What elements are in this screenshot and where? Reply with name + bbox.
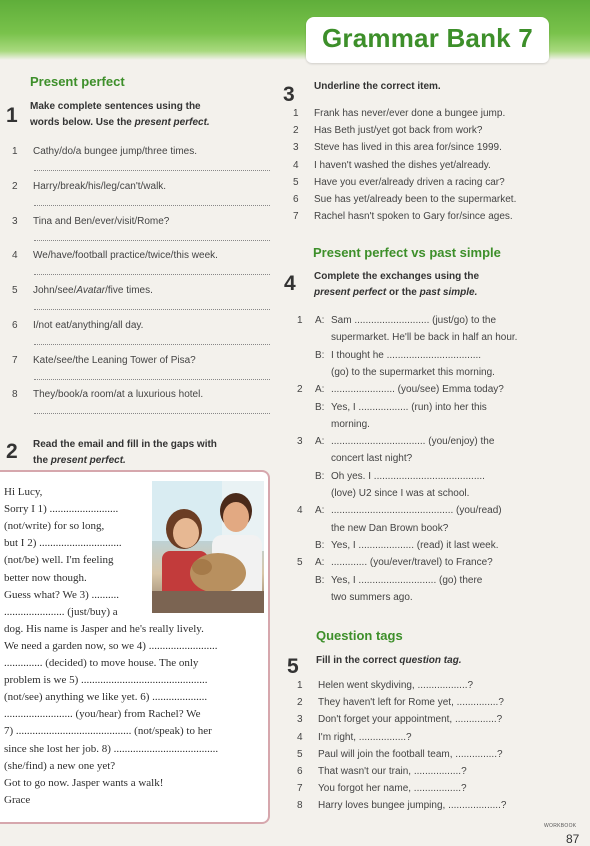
line-number: 3 xyxy=(297,436,303,448)
line-number: 1 xyxy=(297,315,303,326)
exercise-5-instruction: Fill in the correct question tag. xyxy=(316,655,462,666)
item-text: Harry loves bungee jumping, ...................? xyxy=(318,800,507,812)
exercise-number-5: 5 xyxy=(287,655,299,678)
title-box xyxy=(306,17,549,63)
item-number: 3 xyxy=(297,714,303,726)
item-number: 8 xyxy=(12,389,18,400)
item-text: Don't forget your appointment, ...............? xyxy=(318,714,503,726)
item-number: 1 xyxy=(293,108,299,119)
instruction-line: Complete the exchanges using the xyxy=(314,271,480,282)
workbook-label: WORKBOOK xyxy=(544,823,577,829)
email-line: ...................... (just/buy) a xyxy=(4,605,118,618)
email-line: (not/be) well. I'm feeling xyxy=(4,554,114,567)
list-item xyxy=(293,210,513,224)
list-item xyxy=(12,180,166,194)
item-number: 6 xyxy=(12,320,18,331)
speaker-label: B: xyxy=(315,349,325,361)
page-title: Grammar Bank 7 xyxy=(322,23,533,53)
item-number: 4 xyxy=(12,250,18,261)
item-number: 5 xyxy=(293,176,299,188)
item-number: 4 xyxy=(297,731,303,743)
line-text: two summers ago. xyxy=(331,591,413,603)
section-heading-perfect-vs-past: Present perfect vs past simple xyxy=(313,245,501,260)
item-text: Steve has lived in this area for/since 1999. xyxy=(314,142,502,154)
line-text: Yes, I .................... (read) it last week. xyxy=(331,539,499,551)
section-heading-question-tags: Question tags xyxy=(316,628,403,643)
line-text: ....................... (you/see) Emma today? xyxy=(331,384,504,396)
list-item xyxy=(293,107,505,121)
item-number: 7 xyxy=(12,355,18,366)
speaker-label: A: xyxy=(315,505,325,517)
item-number: 6 xyxy=(293,194,299,205)
email-line: (not/write) for so long, xyxy=(4,520,105,533)
item-text: They/book/a room/at a luxurious hotel. xyxy=(33,389,204,400)
email-line: (she/find) a new one yet? xyxy=(4,759,116,772)
item-text: Paul will join the football team, ...............? xyxy=(318,748,503,760)
list-item xyxy=(12,354,196,368)
line-text: I thought he .................................. xyxy=(331,349,482,361)
email-line: problem is we 5) .............................................. xyxy=(4,674,208,687)
email-line: better now though. xyxy=(4,571,87,584)
list-item xyxy=(297,799,506,813)
item-number: 1 xyxy=(12,146,18,157)
item-number: 6 xyxy=(297,766,303,777)
speaker-label: B: xyxy=(315,401,325,413)
email-line: Guess what? We 3) .......... xyxy=(4,588,120,601)
email-line: Hi Lucy, xyxy=(4,486,43,498)
item-number: 4 xyxy=(293,159,299,171)
exercise-number-1: 1 xyxy=(6,104,18,127)
item-number: 7 xyxy=(293,211,299,223)
list-item xyxy=(297,731,412,745)
answer-line xyxy=(34,240,270,241)
item-text: Tina and Ben/ever/visit/Rome? xyxy=(33,216,170,227)
list-item xyxy=(297,713,502,727)
email-line: (not/see) anything we like yet. 6) .................... xyxy=(4,691,208,704)
item-number: 5 xyxy=(12,285,18,296)
item-text: Cathy/do/a bungee jump/three times. xyxy=(33,146,197,157)
list-item xyxy=(297,765,467,779)
list-item xyxy=(12,249,218,263)
exercise-number-4: 4 xyxy=(284,272,296,295)
exercise-number-2: 2 xyxy=(6,440,18,463)
item-number: 5 xyxy=(297,748,303,760)
item-text: Frank has never/ever done a bungee jump. xyxy=(314,108,506,119)
answer-line xyxy=(34,344,270,345)
item-number: 2 xyxy=(297,697,303,709)
list-item xyxy=(297,782,467,796)
speaker-label: A: xyxy=(315,436,325,448)
line-text: supermarket. He'll be back in half an hour. xyxy=(331,332,518,344)
speaker-label: A: xyxy=(315,384,325,396)
instruction-line: present perfect or the past simple. xyxy=(314,287,478,298)
email-line: Got to go now. Jasper wants a walk! xyxy=(4,776,164,789)
email-line: 7) .......................................... (not/speak) to her xyxy=(4,725,212,738)
item-text-tail: /five times. xyxy=(105,285,153,296)
item-number: 2 xyxy=(12,181,18,192)
item-text: Sue has yet/already been to the supermarket. xyxy=(314,194,517,205)
line-text: ............................................ (you/read) xyxy=(331,505,502,517)
photo-couple-with-dog xyxy=(152,481,264,613)
email-line: Grace xyxy=(4,793,31,806)
item-text: I/not eat/anything/all day. xyxy=(33,320,144,331)
exercise-3-instruction: Underline the correct item. xyxy=(314,81,441,92)
line-number: 2 xyxy=(297,384,303,396)
item-number: 8 xyxy=(297,800,303,812)
list-item xyxy=(12,319,143,333)
email-line: dog. His name is Jasper and he's really lively. xyxy=(4,622,204,635)
line-text: Sam ........................... (just/go) to the xyxy=(331,315,497,326)
email-line: We need a garden now, so we 4) ......................... xyxy=(4,639,218,652)
list-item xyxy=(293,176,505,190)
instruction-line: words below. Use the present perfect. xyxy=(30,117,210,128)
list-item xyxy=(297,748,503,762)
answer-line xyxy=(34,413,270,414)
list-item xyxy=(293,159,491,173)
list-item xyxy=(293,141,502,155)
list-item xyxy=(297,679,473,693)
list-item xyxy=(12,388,203,402)
exercise-4-instruction xyxy=(314,269,479,301)
exercise-2-instruction xyxy=(33,437,217,469)
item-text: We/have/football practice/twice/this week. xyxy=(33,250,218,261)
item-text: Harry/break/his/leg/can't/walk. xyxy=(33,181,167,192)
instruction-line: the present perfect. xyxy=(33,455,126,466)
item-text: They haven't left for Rome yet, ...............? xyxy=(318,697,504,709)
line-text: the new Dan Brown book? xyxy=(331,522,449,534)
email-line: Sorry I 1) ......................... xyxy=(4,503,119,516)
line-text: ............. (you/ever/travel) to France? xyxy=(331,557,493,569)
answer-line xyxy=(34,309,270,310)
email-line: .............. (decided) to move house. The only xyxy=(4,657,199,669)
item-text: Have you ever/already driven a racing car? xyxy=(314,176,505,188)
line-text: Oh yes. I ........................................ xyxy=(331,470,485,482)
speaker-label: B: xyxy=(315,574,325,586)
email-line: but I 2) .............................. xyxy=(4,537,122,550)
item-text-em: Avatar xyxy=(76,285,106,296)
line-number: 4 xyxy=(297,505,303,517)
speaker-label: A: xyxy=(315,315,325,326)
instruction-line: Read the email and fill in the gaps with xyxy=(33,439,217,450)
list-item xyxy=(12,284,153,298)
exercise-number-3: 3 xyxy=(283,83,295,106)
line-number: 5 xyxy=(297,557,303,569)
email-line: ......................... (you/hear) from Rachel? We xyxy=(4,708,201,721)
speaker-label: B: xyxy=(315,470,325,482)
item-number: 7 xyxy=(297,783,303,795)
line-text: (go) to the supermarket this morning. xyxy=(331,366,495,378)
answer-line xyxy=(34,379,270,380)
email-line: since she lost her job. 8) ...................................... xyxy=(4,742,219,755)
list-item xyxy=(293,124,482,138)
item-number: 2 xyxy=(293,125,299,137)
exercise-1-instruction xyxy=(30,99,210,131)
item-number: 3 xyxy=(293,142,299,154)
item-text: Has Beth just/yet got back from work? xyxy=(314,125,483,137)
item-text: You forgot her name, .................? xyxy=(318,783,467,795)
line-text: Yes, I .................. (run) into her this xyxy=(331,401,487,413)
speaker-label: B: xyxy=(315,539,325,551)
item-text: Helen went skydiving, ..................? xyxy=(318,680,474,691)
line-text: Yes, I ............................ (go) there xyxy=(331,574,483,586)
speaker-label: A: xyxy=(315,557,325,569)
answer-line xyxy=(34,274,270,275)
answer-line xyxy=(34,205,270,206)
list-item xyxy=(12,145,197,159)
item-text: That wasn't our train, .................? xyxy=(318,766,467,777)
item-text: Kate/see/the Leaning Tower of Pisa? xyxy=(33,355,196,366)
instruction-line: Make complete sentences using the xyxy=(30,101,201,112)
item-text: I haven't washed the dishes yet/already. xyxy=(314,159,491,171)
line-text: .................................. (you/enjoy) the xyxy=(331,436,495,448)
line-text: concert last night? xyxy=(331,453,413,465)
section-heading-present-perfect: Present perfect xyxy=(30,74,125,89)
answer-line xyxy=(34,170,270,171)
list-item xyxy=(12,215,169,229)
list-item xyxy=(293,193,516,207)
item-text: John/see/ xyxy=(33,285,77,296)
line-text: (love) U2 since I was at school. xyxy=(331,488,470,499)
line-text: morning. xyxy=(331,418,370,430)
list-item xyxy=(297,696,504,710)
item-text: Rachel hasn't spoken to Gary for/since ages. xyxy=(314,211,513,223)
page-number: 87 xyxy=(566,832,580,846)
item-text: I'm right, .................? xyxy=(318,731,412,743)
item-number: 3 xyxy=(12,216,18,227)
item-number: 1 xyxy=(297,680,303,691)
